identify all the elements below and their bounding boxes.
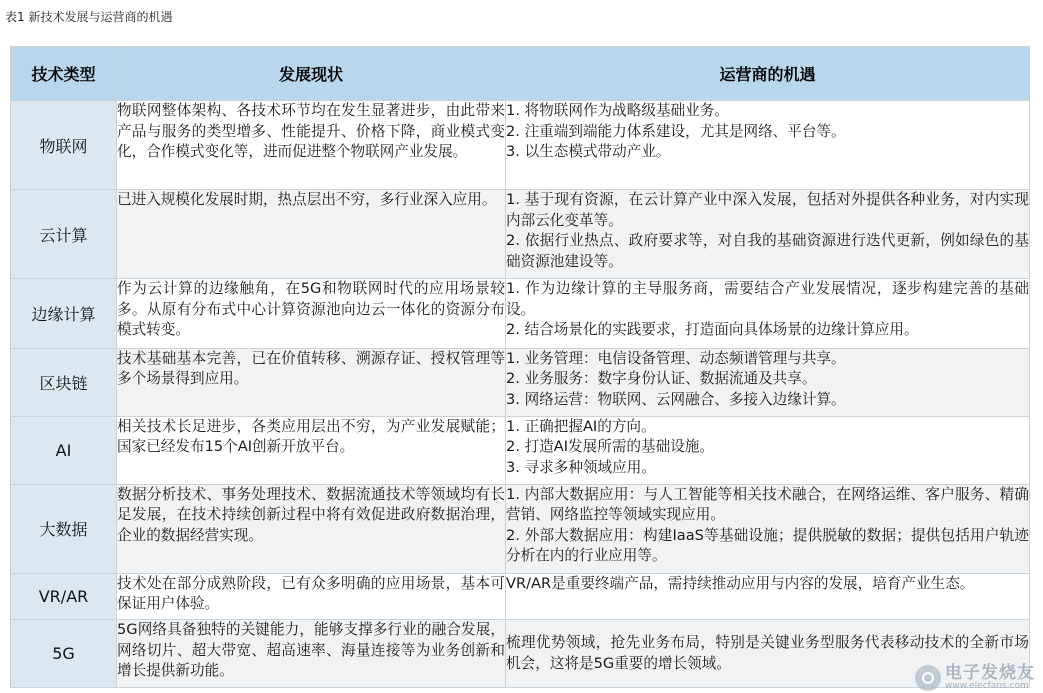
tech-type-cell: VR/AR — [11, 573, 117, 620]
tech-type-cell: 5G — [11, 620, 117, 688]
table-header-row — [11, 47, 1030, 101]
opportunity-line: 梳理优势领域，抢先业务布局，特别是关键业务型服务代表移动技术的全新市场机会，这将是5G重要的增长领域。 — [506, 634, 1029, 672]
table-caption: 表1 新技术发展与运营商的机遇 — [5, 10, 173, 24]
table-row — [11, 573, 1030, 620]
opportunity-line: 2. 外部大数据应用：构建IaaS等基础设施；提供脱敏的数据；提供包括用户轨迹分析在内的行业应用等。 — [506, 526, 1029, 565]
opportunity-line: 1. 作为边缘计算的主导服务商，需要结合产业发展情况，逐步构建完善的基础设。 — [506, 280, 1029, 318]
opportunity-cell — [506, 348, 1030, 416]
header-opportunities: 运营商的机遇 — [506, 47, 1030, 101]
opportunity-line: 3. 以生态模式带动产业。 — [506, 143, 671, 160]
table-row — [11, 279, 1030, 349]
opportunity-line: 1. 业务管理：电信设备管理、动态频谱管理与共享。 — [506, 349, 846, 367]
opportunity-line: 1. 将物联网作为战略级基础业务。 — [506, 102, 729, 119]
status-cell: 技术处在部分成熟阶段，已有众多明确的应用场景，基本可保证用户体验。 — [117, 573, 506, 620]
tech-type-cell: AI — [11, 416, 117, 484]
header-status: 发展现状 — [117, 47, 506, 101]
watermark — [915, 665, 1035, 691]
status-cell: 相关技术长足进步，各类应用层出不穷，为产业发展赋能；国家已经发布15个AI创新开放平台。 — [117, 416, 506, 484]
opportunity-cell — [506, 573, 1030, 620]
status-cell: 技术基础基本完善，已在价值转移、溯源存证、授权管理等多个场景得到应用。 — [117, 348, 506, 416]
opportunity-line: 3. 网络运营：物联网、云网融合、多接入边缘计算。 — [506, 390, 846, 408]
status-cell: 数据分析技术、事务处理技术、数据流通技术等领域均有长足发展，在技术持续创新过程中将有效促进政府数据治理，企业的数据经营实现。 — [117, 484, 506, 573]
opportunity-line: 1. 正确把握AI的方向。 — [506, 417, 656, 435]
table-row — [11, 484, 1030, 573]
opportunity-line: 2. 打造AI发展所需的基础设施。 — [506, 438, 714, 456]
table-row — [11, 620, 1030, 688]
opportunity-line: 2. 结合场景化的实践要求，打造面向具体场景的边缘计算应用。 — [506, 321, 919, 339]
watermark-en: www.elecfans.com — [945, 681, 1029, 691]
header-tech-type: 技术类型 — [11, 47, 117, 101]
tech-type-cell: 边缘计算 — [11, 279, 117, 349]
opportunity-line: 2. 业务服务：数字身份认证、数据流通及共享。 — [506, 370, 817, 388]
opportunity-line: 2. 依据行业热点、政府要求等，对自我的基础资源进行迭代更新，例如绿色的基础资源池建设等。 — [506, 232, 1029, 270]
table-row — [11, 416, 1030, 484]
watermark-text — [945, 665, 1035, 691]
tech-type-cell: 大数据 — [11, 484, 117, 573]
tech-type-cell: 物联网 — [11, 101, 117, 190]
tech-type-cell: 云计算 — [11, 190, 117, 279]
opportunity-line: 3. 寻求多种领域应用。 — [506, 458, 656, 476]
opportunity-line: 1. 基于现有资源，在云计算产业中深入发展，包括对外提供各种业务，对内实现内部云化变革等。 — [506, 191, 1029, 229]
opportunity-line: VR/AR是重要终端产品，需持续推动应用与内容的发展，培育产业生态。 — [506, 574, 975, 592]
table-row — [11, 190, 1030, 279]
tech-opportunity-table — [10, 46, 1030, 688]
opportunity-cell — [506, 279, 1030, 349]
status-cell: 作为云计算的边缘触角，在5G和物联网时代的应用场景较多。从原有分布式中心计算资源池向边云一体化的资源分布模式转变。 — [117, 279, 506, 349]
opportunity-cell — [506, 484, 1030, 573]
status-cell: 物联网整体架构、各技术环节均在发生显著进步，由此带来产品与服务的类型增多、性能提升、价格下降，商业模式变化，合作模式变化等，进而促进整个物联网产业发展。 — [117, 101, 506, 190]
opportunity-cell — [506, 190, 1030, 279]
status-cell: 已进入规模化发展时期，热点层出不穷，多行业深入应用。 — [117, 190, 506, 279]
status-cell: 5G网络具备独特的关键能力，能够支撑多行业的融合发展，网络切片、超大带宽、超高速率、海量连接等为业务创新和增长提供新功能。 — [117, 620, 506, 688]
opportunity-line: 1. 内部大数据应用：与人工智能等相关技术融合，在网络运维、客户服务、精确营销、网络监控等领域实现应用。 — [506, 485, 1029, 524]
elecfans-logo-icon — [915, 665, 941, 691]
opportunity-line: 2. 注重端到端能力体系建设，尤其是网络、平台等。 — [506, 122, 846, 140]
tech-type-cell: 区块链 — [11, 348, 117, 416]
opportunity-cell — [506, 101, 1030, 190]
opportunity-cell — [506, 416, 1030, 484]
watermark-cn: 电子发烧友 — [945, 663, 1035, 683]
table-row — [11, 348, 1030, 416]
table-row — [11, 101, 1030, 190]
